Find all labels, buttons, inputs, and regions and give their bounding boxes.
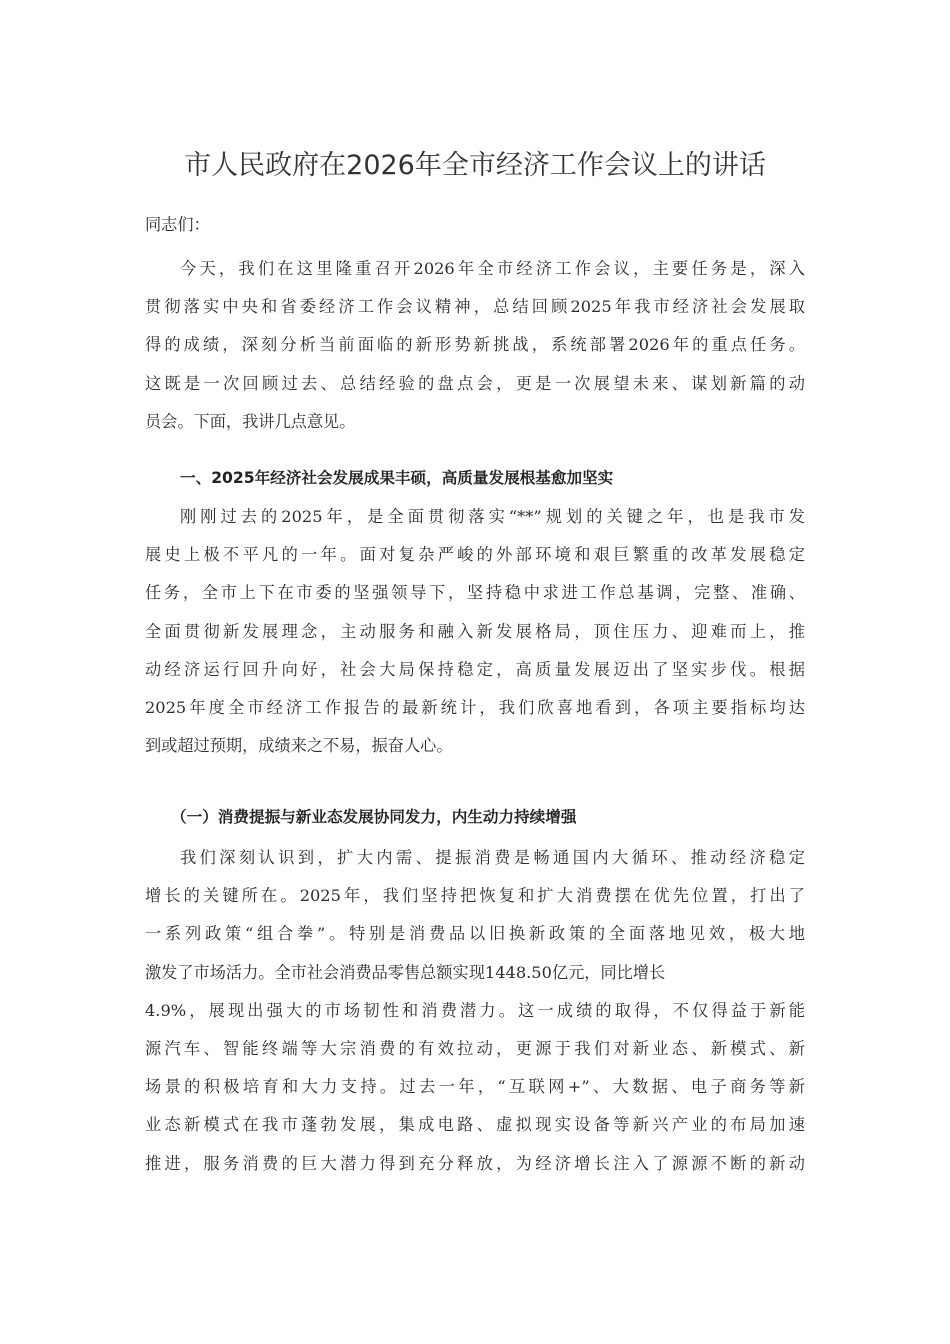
text-line: 今天，我们在这里隆重召开2026年全市经济工作会议，主要任务是，深入 xyxy=(180,259,805,278)
text-line: 刚刚过去的2025年，是全面贯彻落实“**”规划的关键之年，也是我市发 xyxy=(180,507,805,526)
text-line: 2025年度全市经济工作报告的最新统计，我们欣喜地看到，各项主要指标均达 xyxy=(145,697,805,717)
text-line: 一系列政策“组合拳”。特别是消费品以旧换新政策的全面落地见效，极大地 xyxy=(145,924,805,944)
paragraph-review xyxy=(145,498,805,765)
document-title: 市人民政府在2026年全市经济工作会议上的讲话 xyxy=(184,150,766,181)
text-line: 到或超过预期，成绩来之不易，振奋人心。 xyxy=(145,736,453,756)
text-line: 增长的关键所在。2025年，我们坚持把恢复和扩大消费摆在优先位置，打出了 xyxy=(145,886,805,906)
greeting: 同志们： xyxy=(145,215,210,234)
paragraph-intro xyxy=(145,250,805,441)
section-heading-1 xyxy=(145,459,805,497)
paragraph-consumption xyxy=(145,839,805,1183)
text-line: 展史上极不平凡的一年。面对复杂严峻的外部环境和艰巨繁重的改革发展稳定 xyxy=(145,545,805,565)
text-line: 激发了市场活力。全市社会消费品零售总额实现1448.50亿元，同比增长 xyxy=(145,962,666,982)
text-line: 这既是一次回顾过去、总结经验的盘点会，更是一次展望未来、谋划新篇的动 xyxy=(145,373,805,393)
text-line: 贯彻落实中央和省委经济工作会议精神，总结回顾2025年我市经济社会发展取 xyxy=(145,297,805,317)
text-line: 任务，全市上下在市委的坚强领导下，坚持稳中求进工作总基调，完整、准确、 xyxy=(145,583,805,603)
heading-text: 一、2025年经济社会发展成果丰硕，高质量发展根基愈加坚实 xyxy=(180,469,614,487)
text-line: 4.9%，展现出强大的市场韧性和消费潜力。这一成绩的取得，不仅得益于新能 xyxy=(145,1000,805,1020)
section-heading-1-1 xyxy=(145,798,805,836)
text-line: 推进，服务消费的巨大潜力得到充分释放，为经济增长注入了源源不断的新动 xyxy=(145,1153,805,1173)
text-line: 得的成绩，深刻分析当前面临的新形势新挑战，系统部署2026年的重点任务。 xyxy=(145,335,805,355)
text-line: 业态新模式在我市蓬勃发展，集成电路、虚拟现实设备等新兴产业的布局加速 xyxy=(145,1115,805,1135)
text-line: 场景的积极培育和大力支持。过去一年，“互联网+”、大数据、电子商务等新 xyxy=(145,1077,805,1097)
text-line: 员会。下面，我讲几点意见。 xyxy=(145,411,356,431)
text-line: 动经济运行回升向好，社会大局保持稳定，高质量发展迈出了坚实步伐。根据 xyxy=(145,659,805,679)
text-line: 全面贯彻新发展理念，主动服务和融入新发展格局，顶住压力、迎难而上，推 xyxy=(145,621,805,641)
heading-text: （一）消费提振与新业态发展协同发力，内生动力持续增强 xyxy=(171,808,577,826)
text-line: 源汽车、智能终端等大宗消费的有效拉动，更源于我们对新业态、新模式、新 xyxy=(145,1038,805,1058)
text-line: 我们深刻认识到，扩大内需、提振消费是畅通国内大循环、推动经济稳定 xyxy=(180,848,805,867)
